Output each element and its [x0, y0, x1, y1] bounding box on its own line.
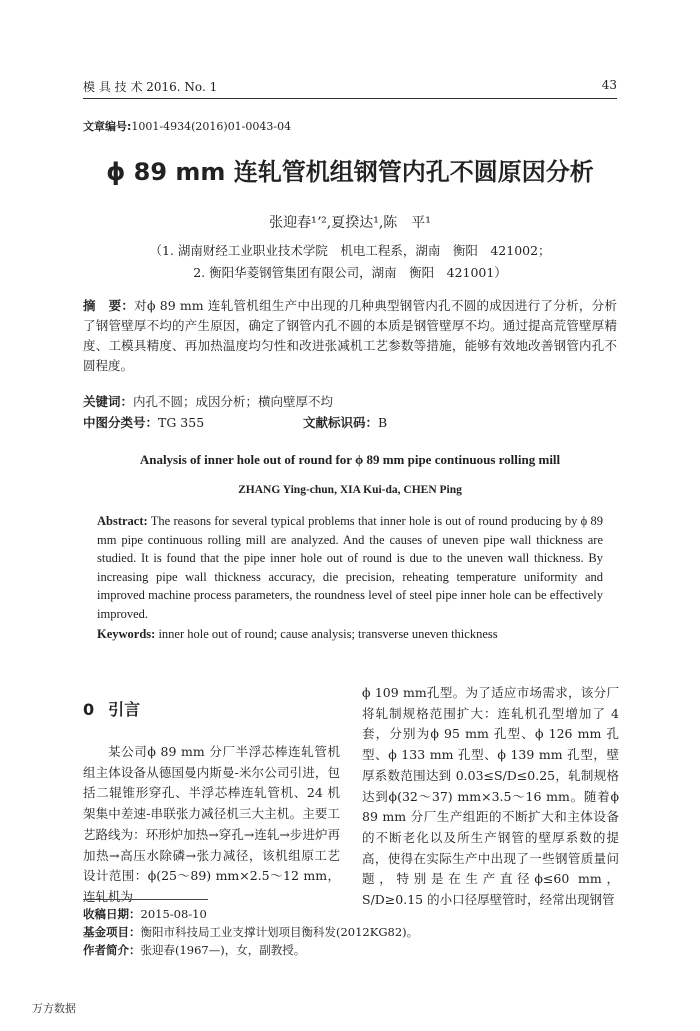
affiliation-1: （1. 湖南财经工业职业技术学院 机电工程系，湖南 衡阳 421002； — [149, 243, 551, 258]
running-header: 模 具 技 术 2016. No. 1 — [83, 80, 218, 94]
footnote-received — [83, 905, 418, 923]
abstract-cn-text: 对ϕ 89 mm 连轧管机组生产中出现的几种典型钢管内孔不圆的成因进行了分析，分析了钢管壁厚不均的产生原因，确定了钢管内孔不圆的本质是钢管壁厚不均。通过提高荒管壁厚精度、工模具精度、再加热温度均匀性和改进张减机工艺参数等措施，能够有效地改善钢管内孔不圆程度。 — [83, 298, 617, 373]
clc-value: TG 355 — [158, 415, 205, 430]
abstract-en-text: The reasons for several typical problems that inner hole is out of round producing by ϕ 89 mm pipe continuous rolling mill are analyzed. And the causes of uneven pipe wall thickness are studied. It is found that the pipe inner hole out of round is due to the uneven wall thickness. By increasing pipe wall thickness accuracy, die precision, reheating temperature uniformity and improved machine process parameters, the roundness level of steel pipe inner hole can be effectively improved. — [97, 514, 603, 621]
abstract-cn-label: 摘 要： — [83, 298, 135, 313]
footnote-text: 2015-08-10 — [140, 907, 207, 921]
keywords-en-text: inner hole out of round; cause analysis; transverse uneven thickness — [155, 627, 498, 641]
page-number: 43 — [601, 78, 617, 92]
abstract-en — [97, 512, 603, 623]
section-number: 0 — [83, 700, 95, 719]
english-title: Analysis of inner hole out of round for ϕ 89 mm pipe continuous rolling mill — [139, 452, 561, 467]
doc-code-value: B — [378, 415, 388, 430]
footnote-text: 张迎春(1967—)，女，副教授。 — [140, 943, 306, 957]
footnote-label: 作者简介： — [83, 943, 141, 957]
keywords-cn-label: 关键词： — [83, 394, 134, 409]
article-number-value: 1001-4934(2016)01-0043-04 — [131, 120, 292, 133]
footnote-author — [83, 941, 418, 959]
keywords-en-label: Keywords: — [97, 627, 156, 641]
footnote-funding — [83, 923, 418, 941]
keywords-en — [97, 627, 603, 642]
footnote-label: 基金项目： — [83, 925, 141, 939]
english-authors: ZHANG Ying-chun, XIA Kui-da, CHEN Ping — [238, 484, 462, 496]
affiliations — [0, 240, 700, 284]
clc-label: 中图分类号： — [83, 415, 159, 430]
section-title: 引言 — [108, 700, 141, 719]
footnote-text: 衡阳市科技局工业支撑计划项目衡科发(2012KG82)。 — [140, 925, 419, 939]
classification-line — [83, 413, 623, 431]
section-heading — [83, 697, 140, 720]
keywords-cn — [83, 392, 617, 412]
body-text-left: 某公司ϕ 89 mm 分厂半浮芯棒连轧管机组主体设备从德国曼内斯曼-米尔公司引进，包括二辊锥形穿孔、半浮芯棒连轧管机、24 机架集中差速-串联张力减径机三大主机。主要工艺路线为：环形炉加热→穿孔→连轧→步进炉再加热→高压水除磷→张力减径，该机组原工艺设计范围：ϕ(25～89) mm×2.5～12 mm，连轧机为 — [83, 744, 340, 904]
body-text-right: ϕ 109 mm孔型。为了适应市场需求，该分厂将轧制规格范围扩大：连轧机孔型增加了 4 套，分别为ϕ 95 mm 孔型、ϕ 126 mm 孔型、ϕ 133 mm 孔型、ϕ 139 mm 孔型，壁厚系数范围达到 0.03≤S/D≤0.25，轧制规格达到ϕ(32～37) mm×3.5～16 mm。随着ϕ 89 mm 分厂生产组距的不断扩大和主体设备的不断老化以及所生产钢管的壁厚系数的提高，使得在实际生产中出现了一些钢管质量问题，特别是在生产直径ϕ≤60 mm，S/D≥0.15 的小口径厚壁管时，经常出现钢管 — [362, 685, 619, 908]
footnotes — [83, 905, 418, 959]
article-number — [83, 118, 291, 134]
footnote-rule — [83, 899, 208, 900]
abstract-cn — [83, 296, 617, 376]
paper-title: ϕ 89 mm 连轧管机组钢管内孔不圆原因分析 — [106, 158, 594, 186]
header-rule — [83, 98, 617, 99]
footnote-label: 收稿日期： — [83, 907, 141, 921]
watermark: 万方数据 — [32, 1002, 76, 1015]
doc-code-label: 文献标识码： — [303, 415, 379, 430]
article-number-label: 文章编号: — [83, 120, 132, 133]
authors: 张迎春¹ʼ²,夏揆达¹,陈 平¹ — [269, 215, 431, 231]
keywords-cn-text: 内孔不圆；成因分析；横向壁厚不均 — [133, 394, 334, 409]
doc-code — [303, 413, 387, 431]
affiliation-2: 2. 衡阳华菱钢管集团有限公司，湖南 衡阳 421001） — [193, 265, 507, 280]
abstract-en-label: Abstract: — [97, 514, 148, 528]
